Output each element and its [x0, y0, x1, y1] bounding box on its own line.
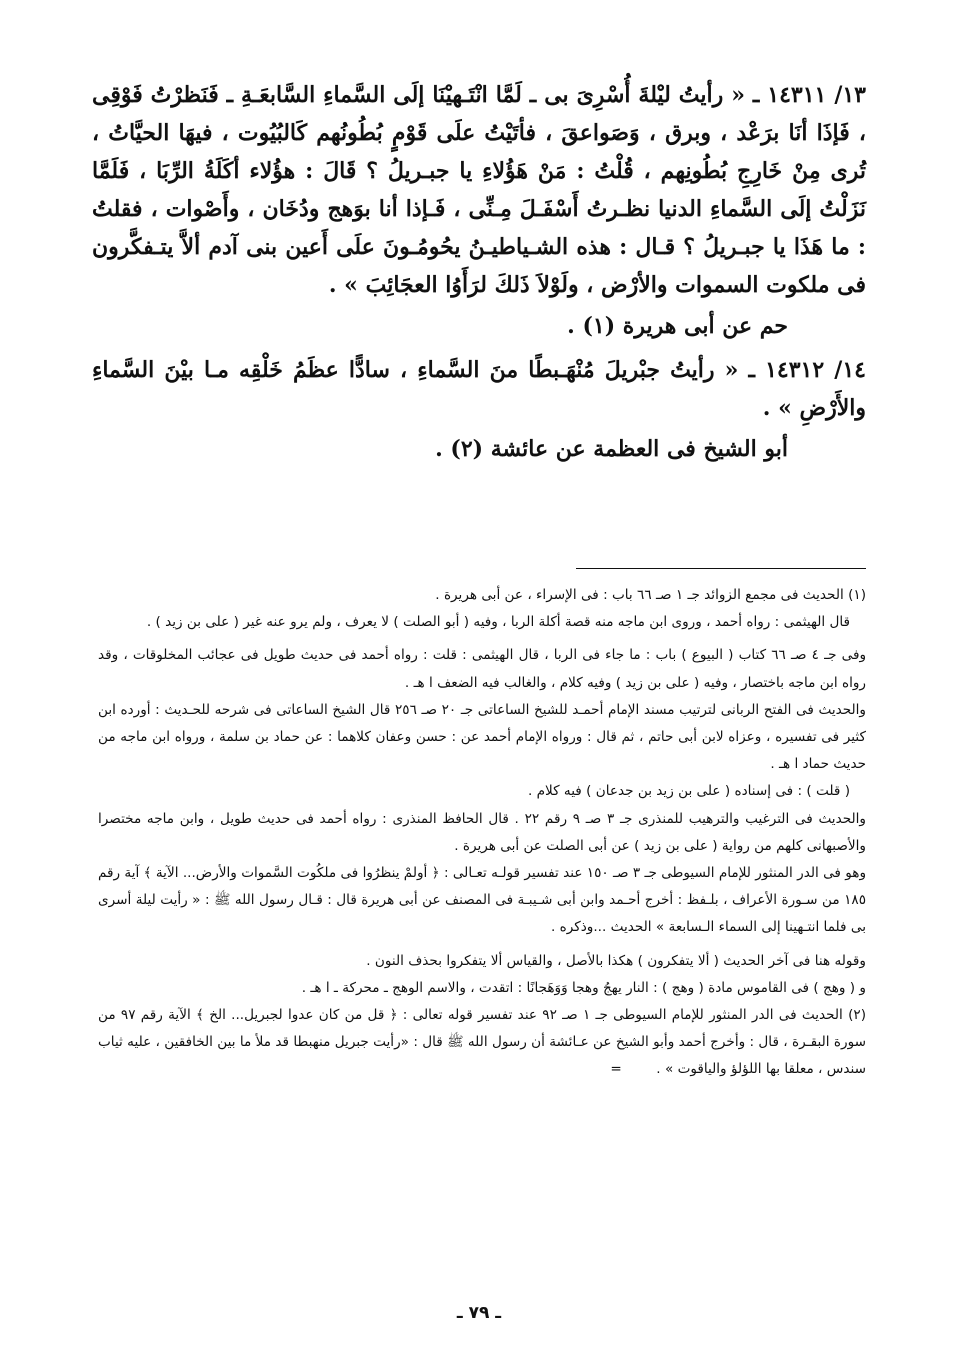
- footnote-1-paragraph: ( قلت ) : فى إسناده ( على بن زيد بن جدعان ) فيه كلام .: [527, 783, 850, 800]
- footnotes: [98, 582, 866, 1084]
- hadith-14: ١٤/ ١٤٣١٢ ـ « رأيتُ جبْريلَ مُنْهَـبطًا منَ السَّماءِ ، سادًّا عظَمُ خَلْقِه مـا بيْنَ السَّماءِ والأَرْضِ » .: [92, 357, 866, 421]
- page-number: ـ ٧٩ ـ: [456, 1303, 502, 1323]
- hadith-13-source: حم عن أبى هريرة (١) .: [567, 313, 788, 339]
- hadith-14-source: أبو الشيخ فى العظمة عن عائشة (٢) .: [435, 436, 788, 462]
- footnote-1-paragraph: قال الهيثمى : رواه أحمد ، وروى ابن ماجه منه قصة أكلة الربا ، وفيه ( أبو الصلت ) لا يعرف ، ولم يرو عنه غير ( على بن زيد ) .: [146, 614, 850, 631]
- footnote-divider: [576, 568, 866, 569]
- main-text: [92, 76, 866, 474]
- continuation-mark: =: [610, 1061, 622, 1078]
- footnote-1-paragraph: وهو فى الدر المنثور للإمام السيوطى جـ ٣ صـ ١٥٠ عند تفسير قولـه تعـالى : ﴿ أولمْ ينظرُوا فى ملكُوت السَّموات والأرض... الآية ﴾ آية رقم ١٨٥ من سـورة الأعراف ، بلـفظ : أخرج أحـمد وابن أبى شـيبـة فى المصنف عن أبى هريرة قال : قـال رسول الله ﷺ : « رأيت ليلة أسرى بى فلما انتـهينا إلى السماء الـسابعة » الحديث ...وذكره .: [98, 865, 867, 936]
- footnote-2-paragraph: [98, 1002, 866, 1084]
- footnote-1-paragraph: وقوله هنا فى آخر الحديث ( ألا يتفكرون ) هكذا بالأصل ، والقياس ألا يتفكروا بحذف النون .: [366, 952, 866, 969]
- footnote-1-heading: (١) الحديث فى مجمع الزوائد جـ ١ صـ ٦٦ باب : فى الإسراء ، عن أبى هريرة .: [435, 587, 866, 603]
- footnote-1-paragraph: والحديث فى الترغيب والترهيب للمنذرى جـ ٣ صـ ٩ رقم ٢٢ . قال الحافظ المنذرى : رواه أحمد فى حديث طويل ، وابن ماجه مختصرا والأصبهانى كلهم من رواية ( على بن زيد ) عن أبى الصلت عن أبى هريرة .: [98, 810, 866, 854]
- footnote-1-paragraph: و ( وهج ) فى القاموس مادة ( وهج ) : النار يهجُ وهجا وَوَهَجانًا : اتقدت ، والاسم الوهج ـ محركة ـ ا هـ .: [301, 979, 866, 996]
- footnote-1-paragraph: والحديث فى الفتح الربانى لترتيب مسند الإمام أحمـد للشيخ الساعاتى جـ ٢٠ صـ ٢٥٦ قال الشيخ الساعاتى فى شرحه للحـديث : أورده ابن كثير فى تفسيره ، وعزاه لابن أبى حاتم ، ثم قال : ورواه الإمام أحمد عن : حسن وعفان كلاهما : عن حماد بن سلمة ، ورواه ابن ماجه من حديث حماد ا هـ .: [98, 701, 866, 773]
- footnote-2-text: (٢) الحديث فى الدر المنثور للإمام السيوطى جـ ١ صـ ٩٢ عند تفسير قوله تعالى : ﴿ قل من كان عدوا لجبريل... الخ ﴾ الآية رقم ٩٧ من سورة البقـرة ، قال : وأخرج أحمد وأبو الشيخ عن عـائشة أن رسول الله ﷺ قال : «رأيت جبريل منهبطا قد ملأ ما بين الخافقين ، عليه ثياب سندس ، معلقا بها اللؤلؤ والياقوت » .: [98, 1007, 866, 1078]
- hadith-13: ١٣/ ١٤٣١١ ـ « رأيتُ ليْلةَ أُسْرِىَ بى ـ لَمَّا انْتَـهيْنَا إلَى السَّماءِ السَّابعَـةِ ـ فَنَظرْتُ فَوْقِى ، فَإذَا أنَا برَعْد ، وبرق ، وَصَواعقَ ، فأتَيْتُ علَى قَوْمٍ بُطُونُهم كَالبُيُوت ، فيهَا الحيَّاتُ ، تُرى مِنْ خَارِجِ بُطُونِهم ، قُلْتُ : مَنْ هَؤُلاءِ يا جبـريلُ ؟ قَالَ : هؤُلاء أكَلَةُ الرِّبَا ، فَلَمَّا نَزَلْتُ إلَى السَّماءِ الدنيا نظـرتُ أَسْفَـلَ مِـنِّى ، فَـإذا أنا بوَهج ودُخَان ، وأَصْوات ، فقلتُ : ما هَذَا يا جبـريلُ ؟ قـال : هذه الشـياطيـنُ يحُومُـونَ علَى أَعين بنى آدم ألاَّ يتـفكَّرون فى ملكوت السموات والأرْض ، ولَوْلاَ ذَلكَ لرَأَوُا العجَائِبَ » .: [92, 82, 866, 298]
- footnote-1-paragraph: وفى جـ ٤ صـ ٦٦ كتاب ( البيوع ) باب : ما جاء فى الربا ، قال الهيثمى : قلت : رواه أحمد فى حديث طويل فى عجائب المخلوقات ، وقد رواه ابن ماجه باختصار ، وفيه ( على بن زيد ) وفيه كلام ، والغالب فيه الضعف ا هـ .: [98, 647, 867, 691]
